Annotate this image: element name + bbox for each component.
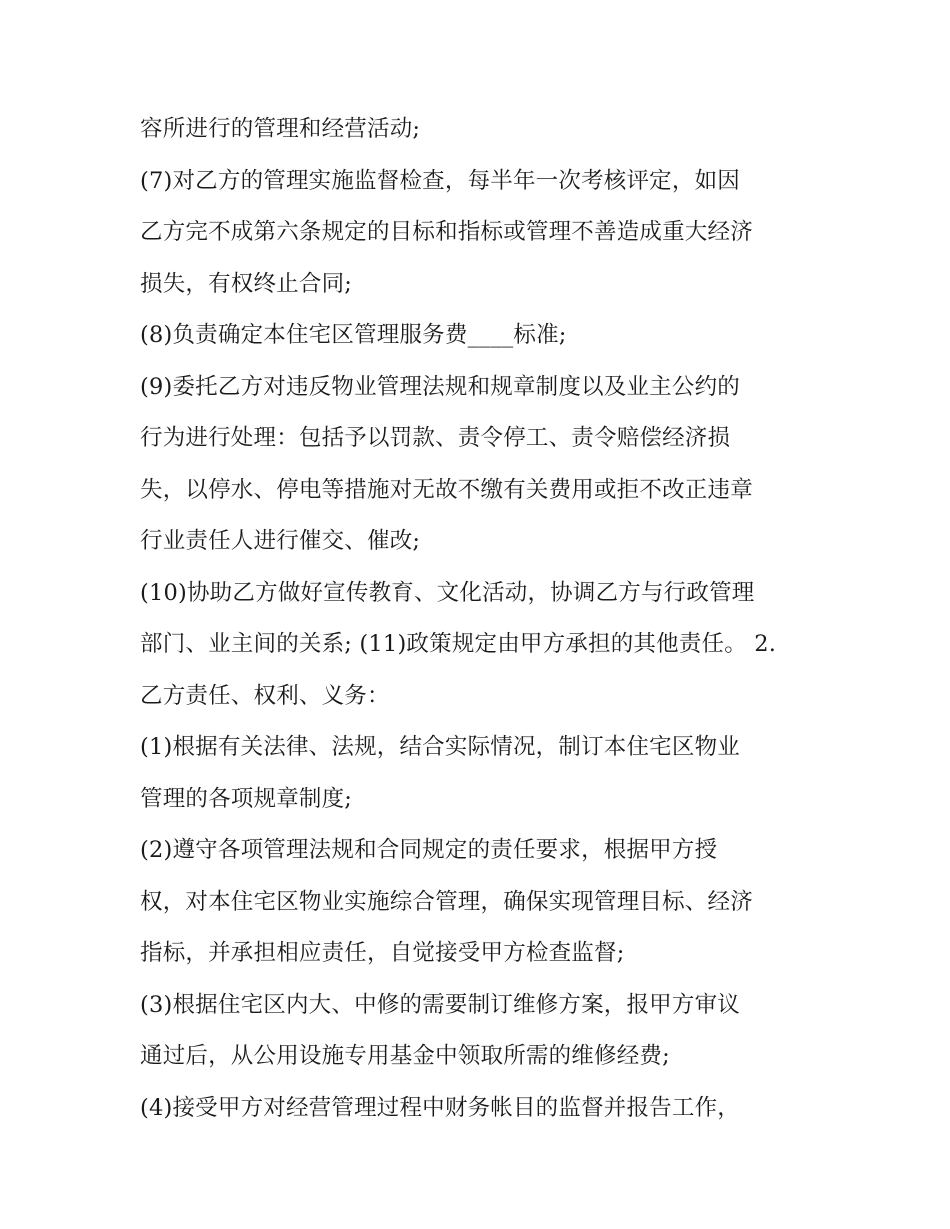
text-line: 权，对本住宅区物业实施综合管理，确保实现管理目标、经济 <box>140 888 753 915</box>
text-line: 通过后，从公用设施专用基金中领取所需的维修经费; <box>140 1043 670 1069</box>
text-line: 指标，并承担相应责任，自觉接受甲方检查监督; <box>140 940 625 966</box>
text-line: 管理的各项规章制度; <box>140 785 353 812</box>
text-line: 行业责任人进行催交、催改; <box>140 528 421 554</box>
text-line: 容所进行的管理和经营活动; <box>140 116 421 142</box>
text-line: (1)根据有关法律、法规，结合实际情况，制订本住宅区物业 <box>140 734 740 760</box>
text-line: 部门、业主间的关系; (11)政策规定由甲方承担的其他责任。 2. <box>140 631 777 657</box>
text-line: (3)根据住宅区内大、中修的需要制订维修方案，报甲方审议 <box>140 991 740 1018</box>
text-line: 行为进行处理：包括予以罚款、责令停工、责令赔偿经济损 <box>140 425 731 451</box>
text-line: (4)接受甲方对经营管理过程中财务帐目的监督并报告工作， <box>140 1094 740 1121</box>
text-line: (10)协助乙方做好宣传教育、文化活动，协调乙方与行政管理 <box>140 579 755 606</box>
text-line: (9)委托乙方对违反物业管理法规和规章制度以及业主公约的 <box>140 373 740 400</box>
text-line: 失，以停水、停电等措施对无故不缴有关费用或拒不改正违章 <box>140 476 753 503</box>
text-line: 乙方完不成第六条规定的目标和指标或管理不善造成重大经济 <box>140 219 753 245</box>
text-line: 损失，有权终止合同; <box>140 270 353 297</box>
text-line: (8)负责确定本住宅区管理服务费____标准; <box>140 322 567 348</box>
text-line: (7)对乙方的管理实施监督检查，每半年一次考核评定，如因 <box>140 167 740 194</box>
text-line: 乙方责任、权利、义务： <box>140 682 390 709</box>
contract-text-body <box>140 104 820 1134</box>
text-line: (2)遵守各项管理法规和合同规定的责任要求，根据甲方授 <box>140 837 718 863</box>
